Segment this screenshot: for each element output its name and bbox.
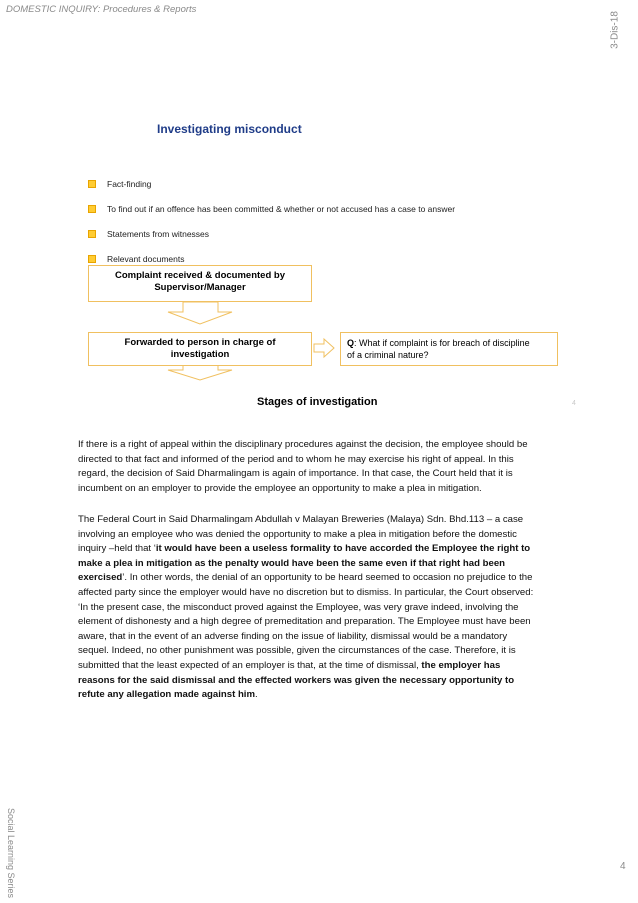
bullet-text: To find out if an offence has been committed & whether or not accused has a case to answer — [107, 204, 456, 214]
figure-mark: 4 — [572, 400, 576, 407]
forwarded-box — [88, 332, 312, 366]
box-line: Forwarded to person in charge of — [124, 337, 276, 348]
figure-caption: Stages of investigation — [257, 396, 378, 408]
text-line: If there is a right of appeal within the disciplinary procedures against the decision, the employee should be — [78, 439, 528, 450]
footer-series — [0, 808, 22, 898]
figure-title: Investigating misconduct — [157, 122, 302, 136]
text-line: incumbent on an employer to provide the employee an opportunity to make a plea in mitigation. — [78, 482, 482, 494]
question-line: of a criminal nature? — [347, 350, 429, 360]
paragraph-1 — [78, 438, 560, 496]
text-line: sequel. Indeed, no other punishment was possible, given the circumstances of the case. Therefore, it is — [78, 645, 516, 657]
text-line: reasons for the said dismissal and the effected workers was given the necessary opportunity to — [78, 674, 515, 686]
header-title: DOMESTIC INQUIRY: Procedures & Reports — [6, 4, 197, 15]
header-date-text: 3-Dis-18 — [609, 11, 621, 49]
text-line: make a plea in mitigation as the penalty would have been the same even if that right had been — [78, 557, 506, 569]
bullet-text: Fact-finding — [107, 179, 152, 189]
text-line: element of dishonesty and a high degree of premeditation and preparation. The Employee must have been — [78, 616, 531, 628]
footer-series-text: Social Learning Series — [6, 807, 16, 899]
right-arrow-icon — [314, 339, 334, 357]
bullet-text: Statements from witnesses — [107, 229, 210, 239]
text-line: exercised’. In other words, the denial of an opportunity to be heard seemed to occasion no prejudice to the — [78, 572, 533, 584]
text-line: inquiry –held that ‘it would have been a useless formality to have accorded the Employee the right to — [78, 543, 531, 555]
text-line: regard, the decision of Said Dharmalingam is again of importance. In that case, the Court held that it is — [78, 468, 513, 480]
question-text: : What if complaint is for breach of discipline — [354, 338, 530, 348]
text-line: submitted that the least expected of an employer is that, at the time of dismissal, the employer has — [78, 659, 501, 671]
text-line: refute any allegation made against him. — [78, 689, 258, 701]
down-arrow-icon — [168, 365, 232, 380]
page-number: 4 — [620, 861, 626, 872]
text-line: aware, that in the event of an adverse finding on the issue of liability, dismissal would be a mandatory — [78, 630, 508, 642]
complaint-received-box — [88, 265, 312, 302]
question-box — [340, 332, 558, 366]
text-line: affected party since the employer would have no discretion but to dismiss. In particular, the Court observed: — [78, 586, 534, 598]
text-line: involving an employee who was denied the opportunity to make a plea in mitigation before the domestic — [78, 528, 517, 540]
down-arrow-icon — [168, 302, 232, 324]
text-line: The Federal Court in Said Dharmalingam Abdullah v Malayan Breweries (Malaya) Sdn. Bhd.113 – a case — [78, 514, 524, 525]
text-line: ‘In the present case, the misconduct proved against the Employee, was very grave indeed, involving the — [78, 601, 519, 613]
box-line: investigation — [170, 349, 230, 360]
box-line: Complaint received & documented by — [115, 270, 285, 281]
question-prefix: Q — [347, 338, 355, 348]
box-line: Supervisor/Manager — [154, 282, 246, 293]
bullet-text: Relevant documents — [107, 254, 185, 264]
text-line: directed to that fact and informed of the period and to whom he may exercise his right of appeal. In this — [78, 453, 514, 465]
paragraph-2 — [78, 513, 560, 703]
question-line — [347, 337, 551, 349]
